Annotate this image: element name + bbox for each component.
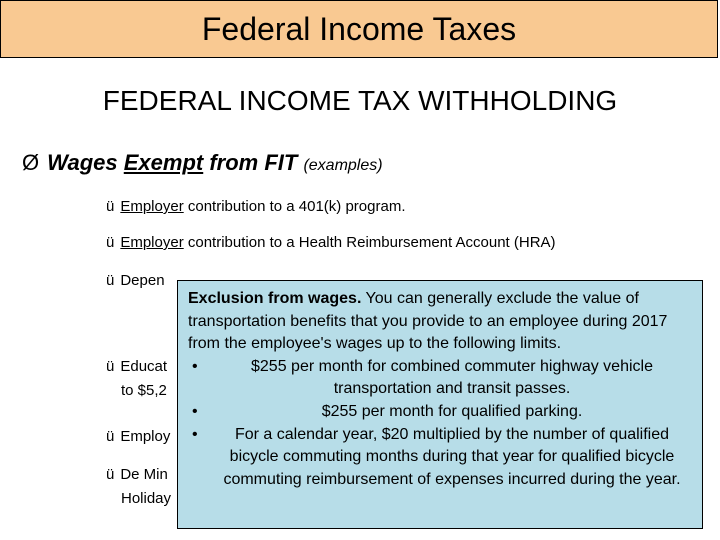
list-item <box>106 466 168 483</box>
callout-bullet <box>188 401 692 424</box>
arrow-bullet-icon: Ø <box>22 150 40 175</box>
item-text: contribution to a Health Reimbursement Account (HRA) <box>183 234 556 251</box>
check-icon: ü <box>106 466 115 483</box>
list-item <box>106 358 167 375</box>
check-icon: ü <box>106 272 115 289</box>
slide-title: Federal Income Taxes <box>201 10 517 47</box>
title-bar <box>0 0 718 58</box>
bullet-icon: • <box>192 357 198 375</box>
callout-bullet-text: For a calendar year, $20 multiplied by the number of qualified bicycle commuting months during that year for qualified bicycle commuting reimbursement of expenses incurred during the year. <box>223 425 681 488</box>
item-text: Employ <box>120 428 171 445</box>
exclusion-callout <box>177 280 703 529</box>
list-item <box>106 428 170 445</box>
section-heading <box>22 150 383 176</box>
list-item-continuation: to $5,2 <box>121 382 167 399</box>
heading-note: (examples) <box>303 157 383 174</box>
list-item <box>106 198 405 215</box>
item-text: Depen <box>120 272 165 289</box>
heading-suffix: from FIT <box>203 150 304 175</box>
callout-bullet <box>188 424 692 492</box>
list-item <box>106 234 556 251</box>
check-icon: ü <box>106 358 115 375</box>
callout-lead-text: You can generally exclude the value of transportation benefits that you provide to an employee during 2017 from the employee's wages up to the following limits. <box>188 290 668 353</box>
slide-subtitle: FEDERAL INCOME TAX WITHHOLDING <box>102 85 618 116</box>
heading-prefix: Wages <box>47 150 124 175</box>
check-icon: ü <box>106 234 115 251</box>
item-underlined: Employer <box>120 198 184 215</box>
callout-bullet-text: $255 per month for combined commuter highway vehicle transportation and transit passes. <box>251 357 653 398</box>
check-icon: ü <box>106 428 115 445</box>
callout-lead <box>188 288 692 356</box>
list-item-continuation: Holiday <box>121 490 172 507</box>
item-text: De Min <box>120 466 168 483</box>
heading-exempt: Exempt <box>123 150 204 175</box>
bullet-icon: • <box>192 402 198 420</box>
list-item <box>106 272 165 289</box>
check-icon: ü <box>106 198 115 215</box>
callout-lead-bold: Exclusion from wages. <box>188 290 362 307</box>
item-text: Educat <box>120 358 168 375</box>
bullet-icon: • <box>192 425 198 443</box>
callout-bullets <box>188 356 692 492</box>
callout-bullet-text: $255 per month for qualified parking. <box>321 402 583 420</box>
item-underlined: Employer <box>120 234 184 251</box>
item-text: contribution to a 401(k) program. <box>183 198 406 215</box>
callout-bullet <box>188 356 692 401</box>
